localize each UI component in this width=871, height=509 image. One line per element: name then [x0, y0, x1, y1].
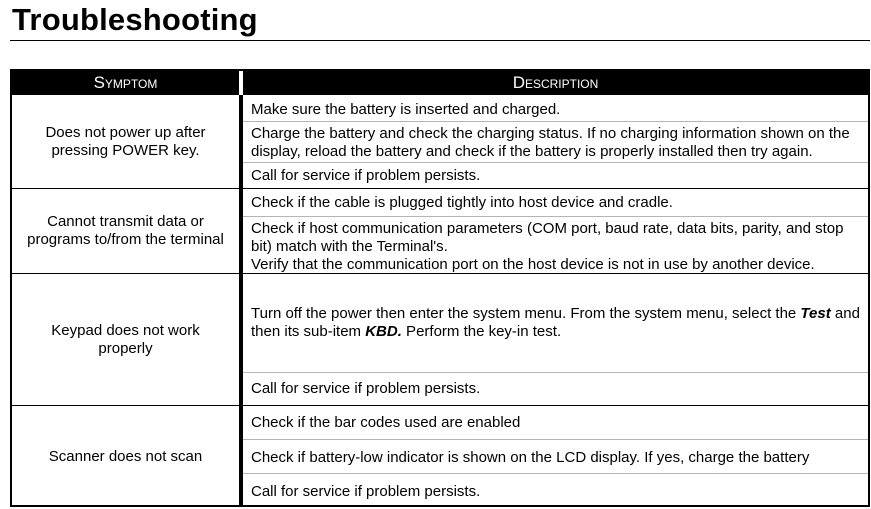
- description-cell: Call for service if problem persists.: [251, 380, 481, 397]
- desc-text: and then its sub-item: [251, 305, 860, 340]
- description-cell: Call for service if problem persists.: [251, 167, 481, 184]
- cell-divider: [243, 216, 868, 217]
- description-cell: Make sure the battery is inserted and charged.: [251, 101, 561, 118]
- cell-divider: [243, 439, 868, 440]
- page-title: Troubleshooting: [12, 2, 258, 37]
- description-cell: Charge the battery and check the charging status. If no charging information shown on the display, reload the battery and check if the battery is properly installed then try again.: [251, 125, 850, 160]
- symptom-text: Keypad does not work properly: [51, 321, 200, 357]
- desc-text: Turn off the power then enter the system menu. From the system menu, select the: [251, 305, 801, 322]
- symptom-text: Scanner does not scan: [48, 447, 203, 465]
- column-divider: [239, 95, 243, 505]
- symptom-text: Cannot transmit data or programs to/from the terminal: [27, 213, 224, 248]
- description-cell: Check if battery-low indicator is shown on the LCD display. If yes, charge the battery: [251, 449, 810, 466]
- symptom-cell: [12, 95, 239, 188]
- description-cell: Check if the bar codes used are enabled: [251, 414, 521, 431]
- description-cell: Verify that the communication port on the host device is not in use by another device.: [251, 256, 815, 273]
- cell-divider: [243, 121, 868, 122]
- symptom-cell: [12, 189, 239, 273]
- symptom-text: Does not power up after pressing POWER key.: [45, 123, 206, 159]
- description-cell: Call for service if problem persists.: [251, 483, 481, 500]
- header-symptom: Symptom: [12, 71, 239, 95]
- description-cell: Check if the cable is plugged tightly into host device and cradle.: [251, 194, 673, 211]
- description-cell: [251, 305, 862, 341]
- header-description: Description: [243, 71, 868, 95]
- troubleshooting-table: [10, 69, 870, 507]
- desc-text: Perform the key-in test.: [401, 323, 562, 340]
- cell-divider: [243, 473, 868, 474]
- cell-divider: [243, 372, 868, 373]
- cell-divider: [243, 162, 868, 163]
- title-underline: [10, 40, 870, 41]
- symptom-cell: [12, 406, 239, 507]
- menu-item-test: Test: [800, 305, 831, 322]
- description-cell: Check if host communication parameters (COM port, baud rate, data bits, parity, and stop bit) match with the Terminal's.: [251, 220, 844, 255]
- symptom-cell: [12, 274, 239, 405]
- submenu-item-kbd: KBD.: [365, 323, 402, 340]
